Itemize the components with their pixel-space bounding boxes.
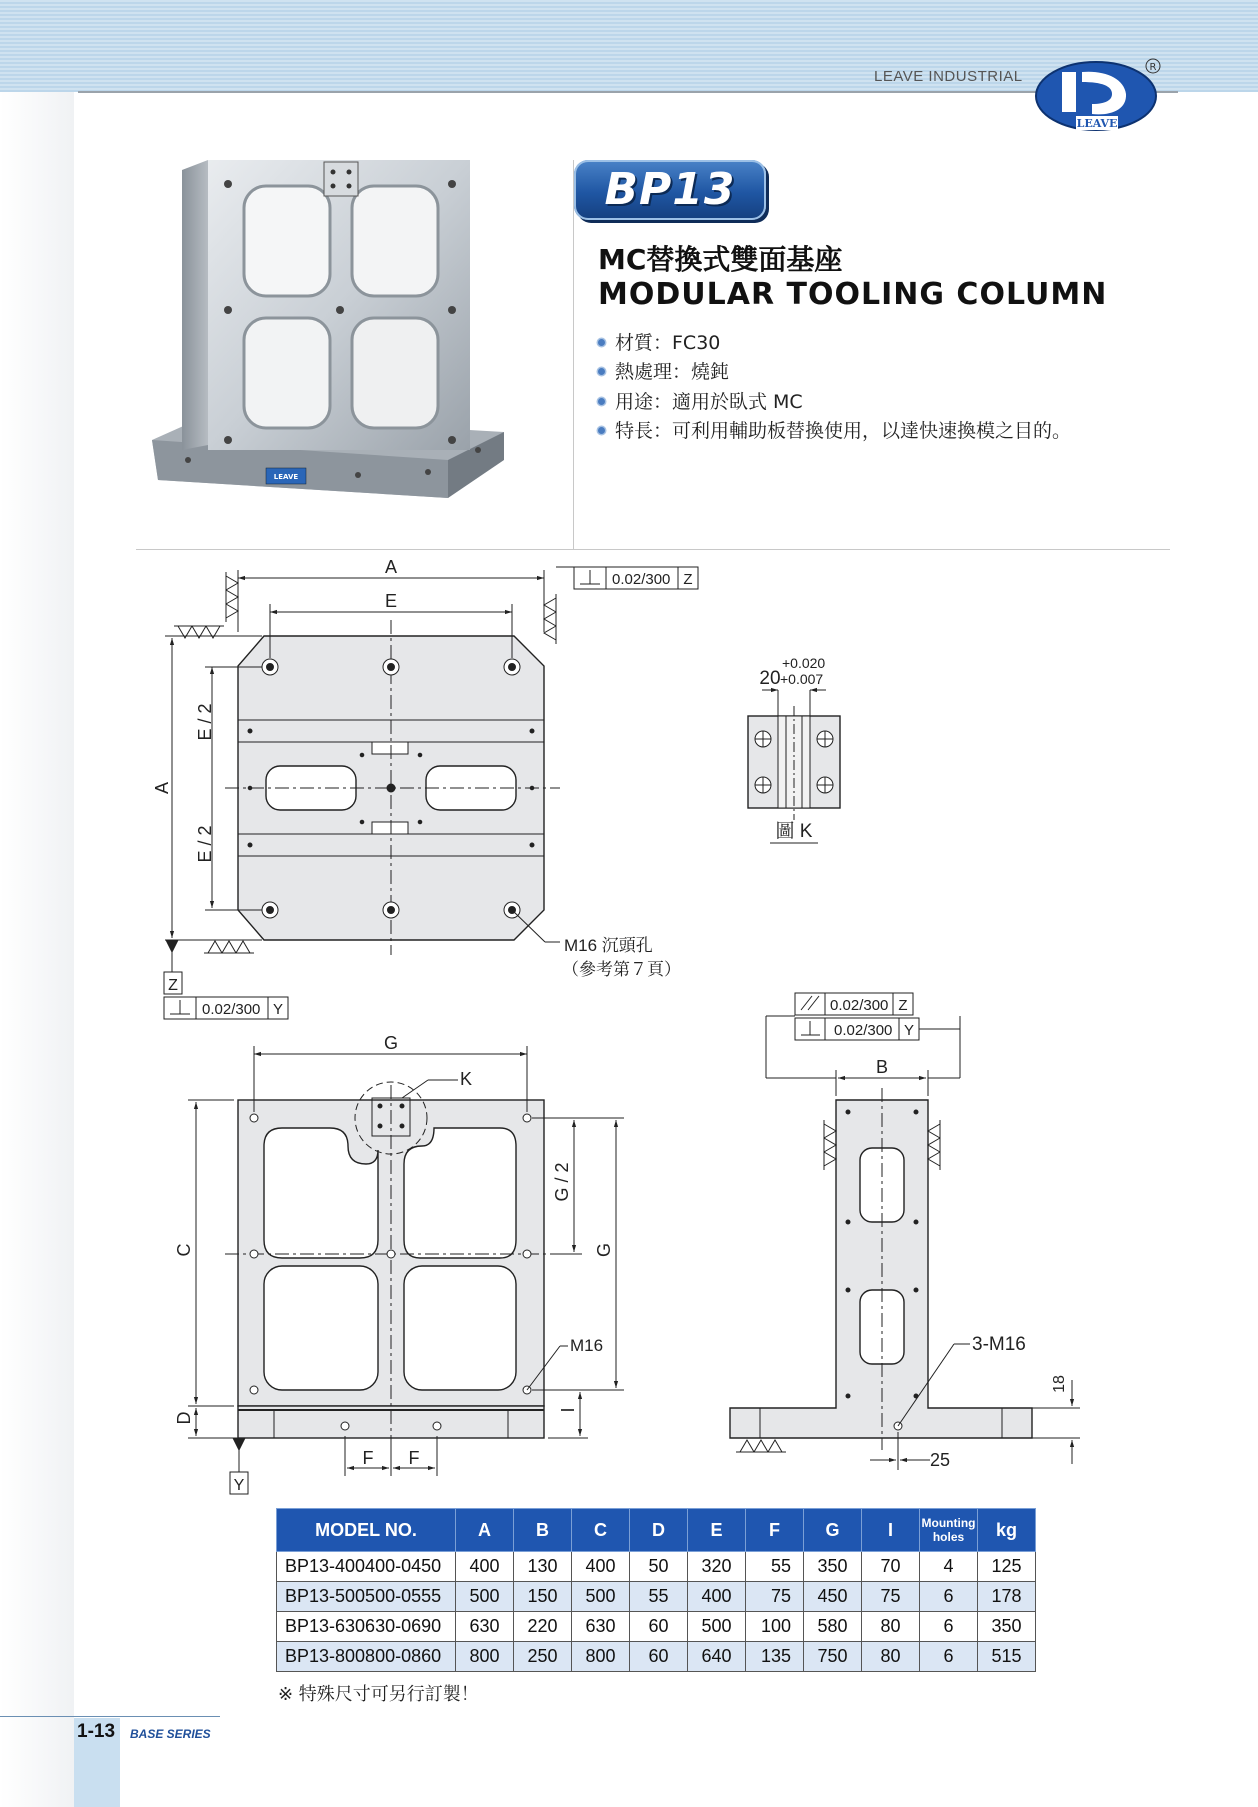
cell: 320 [688, 1552, 746, 1582]
model-code: BP13 [604, 164, 736, 215]
col-kg: kg [978, 1509, 1036, 1552]
svg-text:（參考第７頁）: （參考第７頁） [562, 960, 681, 979]
col-i: I [862, 1509, 920, 1552]
cell: 220 [514, 1612, 572, 1642]
cell: 135 [746, 1642, 804, 1672]
cell: 350 [978, 1612, 1036, 1642]
svg-text:A: A [384, 557, 398, 577]
svg-text:圖 K: 圖 K [775, 821, 813, 842]
cell: 70 [862, 1552, 920, 1582]
svg-text:0.02/300: 0.02/300 [612, 571, 671, 588]
svg-text:0.02/300: 0.02/300 [202, 1001, 261, 1018]
svg-text:I: I [558, 1407, 578, 1413]
cell: 580 [804, 1612, 862, 1642]
cell: 6 [920, 1642, 978, 1672]
cell: 80 [862, 1612, 920, 1642]
svg-text:Z: Z [683, 571, 693, 588]
cell: 6 [920, 1612, 978, 1642]
svg-text:0.02/300: 0.02/300 [830, 997, 889, 1014]
col-model: MODEL NO. [277, 1509, 456, 1552]
cell: 750 [804, 1642, 862, 1672]
cell-model: BP13-630630-0690 [277, 1612, 456, 1642]
cell: 100 [746, 1612, 804, 1642]
col-f: F [746, 1509, 804, 1552]
svg-text:Z: Z [168, 977, 178, 994]
col-a: A [456, 1509, 514, 1552]
cell: 60 [630, 1642, 688, 1672]
cell: 640 [688, 1642, 746, 1672]
title-chinese: MC替換式雙面基座 [598, 243, 843, 276]
spec-item: 特長：可利用輔助板替換使用，以達快速換模之目的。 [598, 416, 1071, 443]
cell: 150 [514, 1582, 572, 1612]
svg-text:18: 18 [1051, 1375, 1068, 1393]
spec-item: 熱處理：燒鈍 [598, 357, 729, 384]
cell: 400 [688, 1582, 746, 1612]
svg-text:R: R [1149, 62, 1157, 73]
cell: 50 [630, 1552, 688, 1582]
col-d: D [630, 1509, 688, 1552]
col-mounting-holes: Mounting holes [920, 1509, 978, 1552]
svg-text:E / 2: E / 2 [195, 825, 215, 863]
cell: 75 [862, 1582, 920, 1612]
cell: 350 [804, 1552, 862, 1582]
custom-size-note: ※ 特殊尺寸可另行訂製！ [278, 1684, 479, 1705]
cell: 130 [514, 1552, 572, 1582]
svg-text:0.02/300: 0.02/300 [834, 1022, 893, 1039]
svg-text:D: D [174, 1411, 194, 1425]
table-row [277, 1642, 1036, 1672]
svg-text:B: B [875, 1057, 889, 1077]
cell-model: BP13-800800-0860 [277, 1642, 456, 1672]
cell: 630 [572, 1612, 630, 1642]
cell: 630 [456, 1612, 514, 1642]
svg-text:Y: Y [233, 1477, 245, 1494]
cell: 450 [804, 1582, 862, 1612]
spec-item: 材質：FC30 [598, 328, 720, 355]
cell: 800 [456, 1642, 514, 1672]
svg-text:25: 25 [929, 1450, 951, 1470]
cell: 55 [746, 1552, 804, 1582]
cell-model: BP13-400400-0450 [277, 1552, 456, 1582]
svg-text:M16 沉頭孔: M16 沉頭孔 [564, 936, 653, 955]
spec-item: 用途：適用於臥式 MC [598, 387, 803, 414]
col-g: G [804, 1509, 862, 1552]
svg-text:20: 20 [759, 668, 781, 689]
cell: 500 [456, 1582, 514, 1612]
svg-text:G: G [594, 1242, 614, 1258]
svg-text:LEAVE: LEAVE [273, 473, 299, 481]
svg-text:K: K [460, 1069, 473, 1089]
cell: 80 [862, 1642, 920, 1672]
svg-text:G / 2: G / 2 [552, 1162, 572, 1202]
svg-text:Y: Y [903, 1022, 915, 1039]
svg-text:M16: M16 [570, 1336, 604, 1355]
svg-text:C: C [174, 1243, 194, 1257]
svg-text:LEAVE: LEAVE [1076, 117, 1118, 130]
svg-text:A: A [152, 781, 172, 795]
cell: 60 [630, 1612, 688, 1642]
cell: 6 [920, 1582, 978, 1612]
table-header-row [277, 1509, 1036, 1552]
table-row [277, 1582, 1036, 1612]
series-name: BASE SERIES [130, 1727, 211, 1741]
cell: 250 [514, 1642, 572, 1672]
brand-name: LEAVE INDUSTRIAL [874, 68, 1023, 85]
table-row [277, 1552, 1036, 1582]
cell: 178 [978, 1582, 1036, 1612]
page-number: 1-13 [77, 1721, 116, 1742]
col-c: C [572, 1509, 630, 1552]
svg-text:G: G [383, 1033, 399, 1053]
svg-text:+0.007: +0.007 [780, 671, 824, 687]
cell: 515 [978, 1642, 1036, 1672]
table-row [277, 1612, 1036, 1642]
cell: 55 [630, 1582, 688, 1612]
title-english: MODULAR TOOLING COLUMN [598, 277, 1108, 312]
svg-text:F: F [362, 1448, 374, 1468]
svg-text:Z: Z [898, 997, 908, 1014]
col-b: B [514, 1509, 572, 1552]
svg-text:3-M16: 3-M16 [972, 1334, 1026, 1355]
cell: 500 [572, 1582, 630, 1612]
svg-text:E / 2: E / 2 [195, 703, 215, 741]
svg-text:Y: Y [272, 1001, 284, 1018]
cell: 400 [456, 1552, 514, 1582]
svg-text:F: F [408, 1448, 420, 1468]
cell: 400 [572, 1552, 630, 1582]
cell: 125 [978, 1552, 1036, 1582]
col-e: E [688, 1509, 746, 1552]
spec-table [276, 1508, 1036, 1672]
svg-text:E: E [384, 591, 398, 611]
svg-text:+0.020: +0.020 [782, 655, 826, 671]
cell: 800 [572, 1642, 630, 1672]
cell: 75 [746, 1582, 804, 1612]
cell-model: BP13-500500-0555 [277, 1582, 456, 1612]
cell: 4 [920, 1552, 978, 1582]
cell: 500 [688, 1612, 746, 1642]
